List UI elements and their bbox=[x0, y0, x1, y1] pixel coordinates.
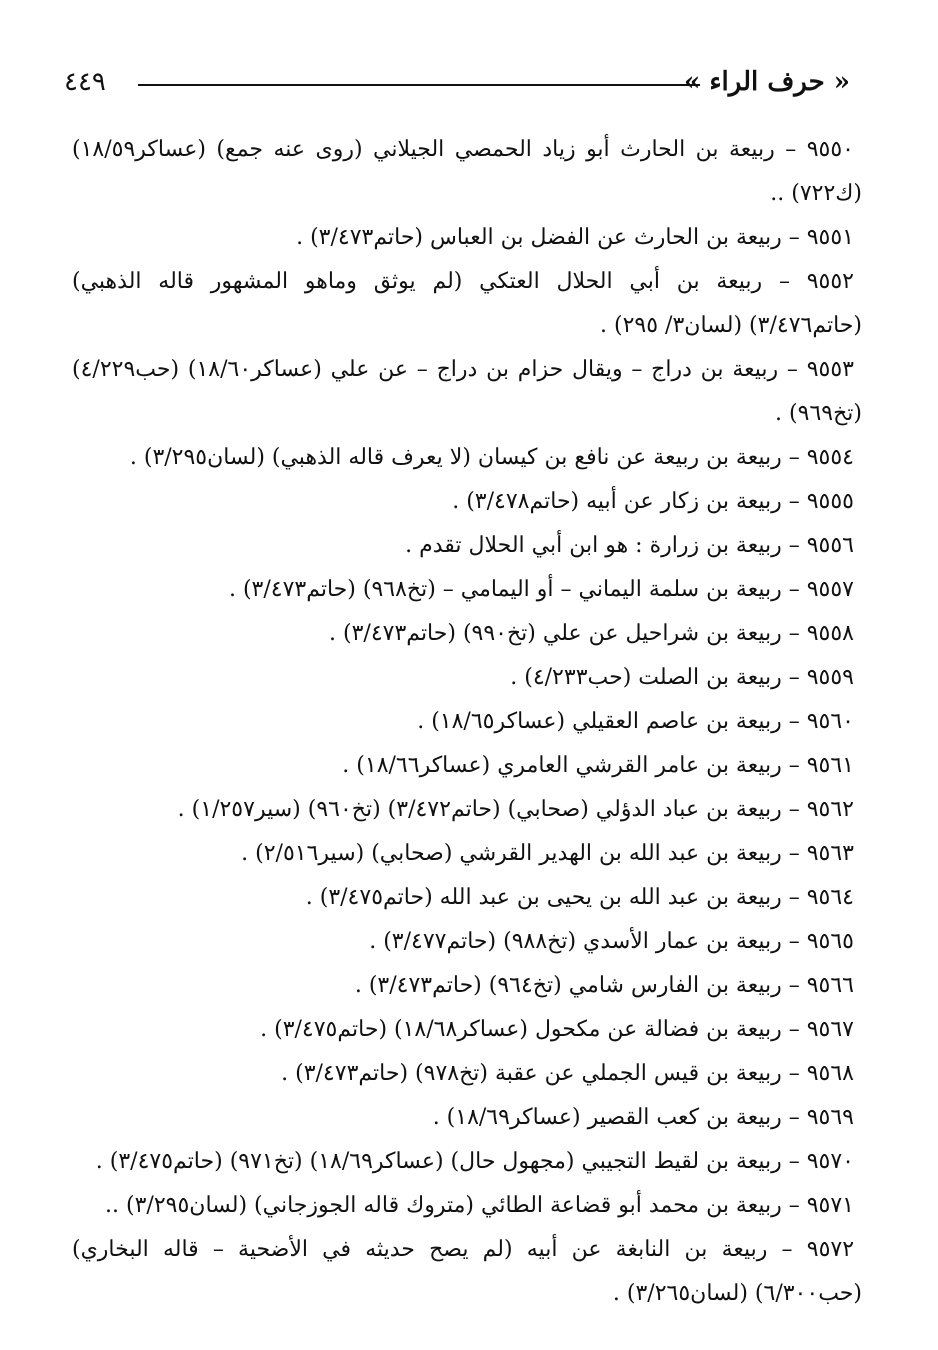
entry-text: ربيعة بن الحارث أبو زياد الحمصي الجيلاني (روى عنه جمع) (عساكر١٨/٥٩) (ك٧٢٢) .. bbox=[72, 137, 862, 206]
entry-number: ٩٥٦٩ bbox=[806, 1105, 854, 1130]
entry-list bbox=[72, 128, 862, 1316]
list-item bbox=[72, 876, 862, 920]
entry-separator: – bbox=[781, 797, 800, 822]
entry-number: ٩٥٧٠ bbox=[806, 1149, 854, 1174]
entry-text: ربيعة بن عمار الأسدي (تخ٩٨٨) (حاتم٣/٤٧٧) . bbox=[369, 929, 782, 954]
entry-number: ٩٥٦١ bbox=[806, 753, 854, 778]
entry-number: ٩٥٦٢ bbox=[806, 797, 854, 822]
page-number: ٤٤٩ bbox=[64, 67, 106, 97]
entry-text: ربيعة بن لقيط التجيبي (مجهول حال) (عساكر١٨/٦٩) (تخ٩٧١) (حاتم٣/٤٧٥) . bbox=[95, 1149, 782, 1174]
list-item bbox=[72, 1228, 862, 1316]
entry-text: ربيعة بن عباد الدؤلي (صحابي) (حاتم٣/٤٧٢) (تخ٩٦٠) (سير١/٢٥٧) . bbox=[177, 797, 782, 822]
entry-number: ٩٥٦٥ bbox=[806, 929, 854, 954]
entry-separator: – bbox=[781, 709, 800, 734]
entry-separator: – bbox=[774, 137, 797, 162]
list-item bbox=[72, 1140, 862, 1184]
section-title: « حرف الراء » bbox=[684, 67, 850, 97]
entry-text: ربيعة بن عبد الله بن الهدير القرشي (صحابي) (سير٢/٥١٦) . bbox=[241, 841, 782, 866]
list-item bbox=[72, 1052, 862, 1096]
entry-number: ٩٥٥٤ bbox=[806, 445, 854, 470]
entry-separator: – bbox=[781, 929, 800, 954]
entry-separator: – bbox=[778, 357, 798, 382]
entry-separator: – bbox=[781, 1193, 800, 1218]
list-item bbox=[72, 568, 862, 612]
entry-number: ٩٥٦٧ bbox=[806, 1017, 854, 1042]
entry-text: ربيعة بن عامر القرشي العامري (عساكر١٨/٦٦) . bbox=[342, 753, 782, 778]
list-item bbox=[72, 480, 862, 524]
entry-text: ربيعة بن دراج – ويقال حزام بن دراج – عن علي (عساكر١٨/٦٠) (حب٤/٢٢٩) (تخ٩٦٩) . bbox=[72, 357, 862, 426]
entry-separator: – bbox=[781, 841, 800, 866]
list-item bbox=[72, 216, 862, 260]
list-item bbox=[72, 788, 862, 832]
entry-text: ربيعة بن الحارث عن الفضل بن العباس (حاتم٣/٤٧٣) . bbox=[296, 225, 782, 250]
header-rule bbox=[138, 84, 700, 86]
entry-separator: – bbox=[767, 1237, 793, 1262]
list-item bbox=[72, 1096, 862, 1140]
entry-number: ٩٥٥٥ bbox=[806, 489, 854, 514]
entry-separator: – bbox=[781, 1149, 800, 1174]
list-item bbox=[72, 744, 862, 788]
entry-number: ٩٥٥١ bbox=[806, 225, 854, 250]
entry-number: ٩٥٥٩ bbox=[806, 665, 854, 690]
entry-text: ربيعة بن عبد الله بن يحيى بن عبد الله (حاتم٣/٤٧٥) . bbox=[305, 885, 782, 910]
list-item bbox=[72, 1184, 862, 1228]
entry-text: ربيعة بن كعب القصير (عساكر١٨/٦٩) . bbox=[432, 1105, 782, 1130]
entry-number: ٩٥٥٦ bbox=[806, 533, 854, 558]
entry-text: ربيعة بن زرارة : هو ابن أبي الحلال تقدم . bbox=[405, 533, 782, 558]
entry-separator: – bbox=[781, 753, 800, 778]
entry-separator: – bbox=[781, 225, 800, 250]
entry-number: ٩٥٥٢ bbox=[806, 269, 854, 294]
entry-text: ربيعة بن الصلت (حب٤/٢٣٣) . bbox=[510, 665, 782, 690]
entry-separator: – bbox=[781, 665, 800, 690]
entry-number: ٩٥٥٠ bbox=[806, 137, 854, 162]
list-item bbox=[72, 524, 862, 568]
list-item bbox=[72, 436, 862, 480]
list-item bbox=[72, 348, 862, 436]
entry-separator: – bbox=[781, 885, 800, 910]
entry-number: ٩٥٥٧ bbox=[806, 577, 854, 602]
entry-text: ربيعة بن فضالة عن مكحول (عساكر١٨/٦٨) (حاتم٣/٤٧٥) . bbox=[260, 1017, 782, 1042]
entry-separator: – bbox=[781, 1061, 800, 1086]
entry-number: ٩٥٧٢ bbox=[806, 1237, 855, 1262]
entry-text: ربيعة بن زكار عن أبيه (حاتم٣/٤٧٨) . bbox=[452, 489, 782, 514]
list-item bbox=[72, 612, 862, 656]
entry-text: ربيعة بن شراحيل عن علي (تخ٩٩٠) (حاتم٣/٤٧٣) . bbox=[329, 621, 782, 646]
list-item bbox=[72, 260, 862, 348]
entry-separator: – bbox=[781, 621, 800, 646]
list-item bbox=[72, 832, 862, 876]
entry-number: ٩٥٥٣ bbox=[806, 357, 854, 382]
entry-text: ربيعة بن سلمة اليماني – أو اليمامي – (تخ٩٦٨) (حاتم٣/٤٧٣) . bbox=[228, 577, 782, 602]
list-item bbox=[72, 700, 862, 744]
entry-separator: – bbox=[762, 269, 790, 294]
entry-separator: – bbox=[781, 1105, 800, 1130]
page-header bbox=[64, 64, 850, 104]
entry-number: ٩٥٦٣ bbox=[806, 841, 854, 866]
entry-number: ٩٥٥٨ bbox=[806, 621, 854, 646]
entry-separator: – bbox=[781, 1017, 800, 1042]
entry-text: ربيعة بن النابغة عن أبيه (لم يصح حديثه في الأضحية – قاله البخاري) (حب٦/٣٠٠) (لسان٣/٢٦٥) . bbox=[72, 1237, 862, 1306]
entry-separator: – bbox=[781, 445, 800, 470]
entry-separator: – bbox=[781, 577, 800, 602]
list-item bbox=[72, 964, 862, 1008]
entry-separator: – bbox=[781, 489, 800, 514]
entry-text: ربيعة بن محمد أبو قضاعة الطائي (متروك قاله الجوزجاني) (لسان٣/٢٩٥) .. bbox=[105, 1193, 782, 1218]
entry-number: ٩٥٧١ bbox=[806, 1193, 854, 1218]
entry-text: ربيعة بن أبي الحلال العتكي (لم يوثق وماهو المشهور قاله الذهبي) (حاتم٣/٤٧٦) (لسان٣/ ٢٩٥) . bbox=[72, 269, 862, 338]
entry-number: ٩٥٦٦ bbox=[806, 973, 854, 998]
entry-text: ربيعة بن عاصم العقيلي (عساكر١٨/٦٥) . bbox=[417, 709, 782, 734]
entry-text: ربيعة بن قيس الجملي عن عقبة (تخ٩٧٨) (حاتم٣/٤٧٣) . bbox=[281, 1061, 782, 1086]
list-item bbox=[72, 656, 862, 700]
entry-number: ٩٥٦٨ bbox=[806, 1061, 854, 1086]
entry-separator: – bbox=[781, 973, 800, 998]
list-item bbox=[72, 920, 862, 964]
entry-text: ربيعة بن الفارس شامي (تخ٩٦٤) (حاتم٣/٤٧٣) . bbox=[354, 973, 782, 998]
list-item bbox=[72, 128, 862, 216]
entry-number: ٩٥٦٠ bbox=[806, 709, 854, 734]
entry-text: ربيعة بن ربيعة عن نافع بن كيسان (لا يعرف قاله الذهبي) (لسان٣/٢٩٥) . bbox=[129, 445, 782, 470]
entry-separator: – bbox=[781, 533, 800, 558]
entry-number: ٩٥٦٤ bbox=[806, 885, 854, 910]
list-item bbox=[72, 1008, 862, 1052]
